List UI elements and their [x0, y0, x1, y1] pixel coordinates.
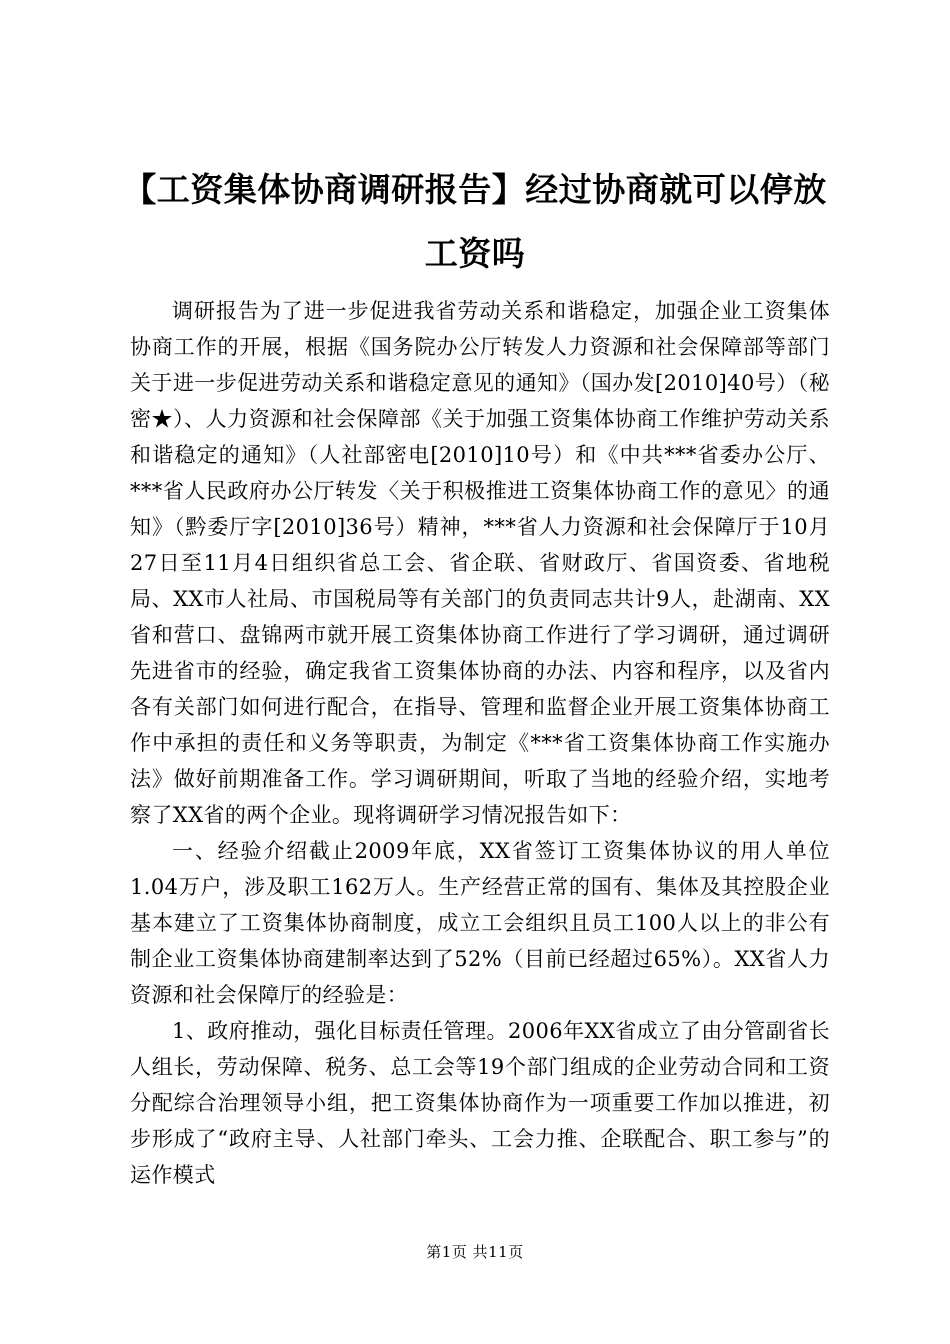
document-title: 【工资集体协商调研报告】经过协商就可以停放工资吗 [123, 170, 827, 273]
document-body [130, 293, 830, 1193]
paragraph-government-push: 1、政府推动，强化目标责任管理。2006年XX省成立了由分管副省长人组长，劳动保障、税务、总工会等19个部门组成的企业劳动合同和工资分配综合治理领导小组，把工资集体协商作为一项重要工作加以推进，初步形成了“政府主导、人社部门牵头、工会力推、企联配合、职工参与”的运作模式 [130, 1019, 830, 1187]
page-number-footer: 第1页 共11页 [426, 1243, 524, 1261]
paragraph-experience: 一、经验介绍截止2009年底，XX省签订工资集体协议的用人单位1.04万户，涉及职工162万人。生产经营正常的国有、集体及其控股企业基本建立了工资集体协商制度，成立工会组织且员工100人以上的非公有制企业工资集体协商建制率达到了52%（目前已经超过65%）。XX省人力资源和社会保障厅的经验是： [130, 839, 830, 1007]
paragraph-intro: 调研报告为了进一步促进我省劳动关系和谐稳定，加强企业工资集体协商工作的开展，根据《国务院办公厅转发人力资源和社会保障部等部门关于进一步促进劳动关系和谐稳定意见的通知》（国办发[2010]40号）（秘密★）、人力资源和社会保障部《关于加强工资集体协商工作维护劳动关系和谐稳定的通知》（人社部密电[2010]10号）和《中共***省委办公厅、***省人民政府办公厅转发〈关于积极推进工资集体协商工作的意见〉的通知》（黔委厅字[2010]36号）精神，***省人力资源和社会保障厅于10月27日至11月4日组织省总工会、省企联、省财政厅、省国资委、省地税局、XX市人社局、市国税局等有关部门的负责同志共计9人，赴湖南、XX省和营口、盘锦两市就开展工资集体协商工作进行了学习调研，通过调研先进省市的经验，确定我省工资集体协商的办法、内容和程序，以及省内各有关部门如何进行配合，在指导、管理和监督企业开展工资集体协商工作中承担的责任和义务等职责，为制定《***省工资集体协商工作实施办法》做好前期准备工作。学习调研期间，听取了当地的经验介绍，实地考察了XX省的两个企业。现将调研学习情况报告如下： [130, 299, 830, 827]
